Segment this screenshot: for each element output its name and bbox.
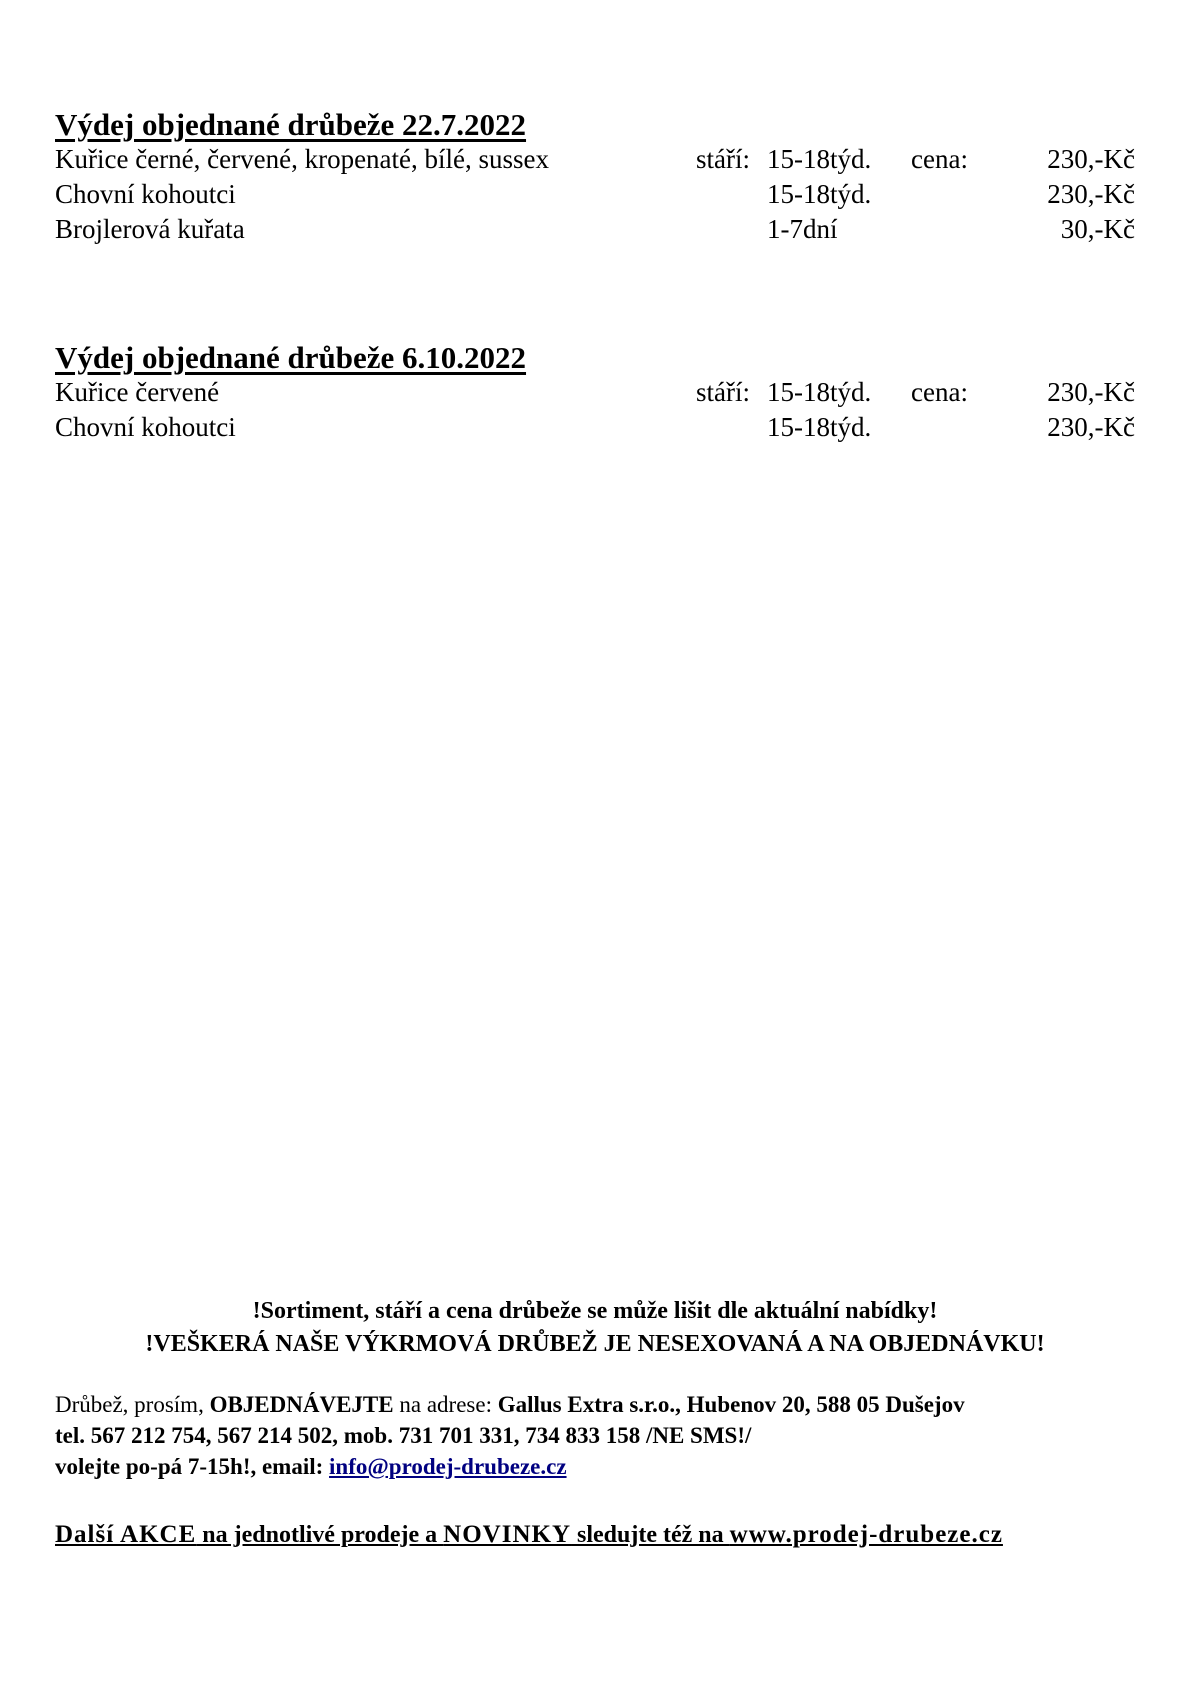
table-row [55, 144, 1135, 178]
contact-line-3 [55, 1454, 1155, 1480]
item-name: Brojlerová kuřata [55, 214, 245, 244]
akce-label: Další AKCE [55, 1521, 197, 1548]
item-name: Kuřice červené [55, 377, 220, 407]
table-row [55, 377, 1135, 411]
item-price: 30,-Kč [1060, 214, 1135, 244]
notice-line-2: !VEŠKERÁ NAŠE VÝKRMOVÁ DRŮBEŽ JE NESEXOVANÁ A NA OBJEDNÁVKU! [145, 1331, 1045, 1357]
company-address: Gallus Extra s.r.o., Hubenov 20, 588 05 Dušejov [497, 1392, 965, 1417]
price-label: cena: [911, 144, 968, 174]
item-age: 15-18týd. [767, 412, 872, 442]
hours-text: volejte po-pá 7-15h!, email: [55, 1454, 330, 1479]
item-name: Chovní kohoutci [55, 412, 236, 442]
item-price: 230,-Kč [1047, 377, 1135, 407]
item-name: Chovní kohoutci [55, 179, 236, 209]
item-age: 1-7dní [767, 214, 838, 244]
order-emphasis: OBJEDNÁVEJTE [209, 1392, 394, 1417]
item-name: Kuřice černé, červené, kropenaté, bílé, sussex [55, 144, 550, 174]
contact-line-1 [55, 1392, 1155, 1418]
contact-mid: na adrese: [393, 1392, 498, 1417]
footer-promo [55, 1521, 1003, 1549]
contact-line-2 [55, 1423, 1155, 1449]
contact-prefix: Drůbež, prosím, [55, 1392, 210, 1417]
age-label: stáří: [696, 377, 750, 407]
novinky-label: NOVINKY [443, 1521, 572, 1548]
price-label: cena: [911, 377, 968, 407]
table-row [55, 214, 1135, 248]
section-title: Výdej objednané drůbeže 22.7.2022 [55, 107, 527, 142]
item-age: 15-18týd. [767, 377, 872, 407]
footer-text: sledujte též na [571, 1522, 730, 1548]
age-label: stáří: [696, 144, 750, 174]
item-price: 230,-Kč [1047, 412, 1135, 442]
notice-line-1: !Sortiment, stáří a cena drůbeže se může lišit dle aktuální nabídky! [252, 1298, 938, 1324]
footer-text: na jednotlivé prodeje a [196, 1522, 444, 1548]
table-row [55, 412, 1135, 446]
item-age: 15-18týd. [767, 144, 872, 174]
item-price: 230,-Kč [1047, 144, 1135, 174]
email-link[interactable]: info@prodej-drubeze.cz [329, 1454, 567, 1479]
website-link[interactable]: www.prodej-drubeze.cz [729, 1521, 1003, 1548]
item-price: 230,-Kč [1047, 179, 1135, 209]
phone-numbers: tel. 567 212 754, 567 214 502, mob. 731 701 331, 734 833 158 /NE SMS!/ [55, 1423, 752, 1448]
table-row [55, 179, 1135, 213]
item-age: 15-18týd. [767, 179, 872, 209]
section-title: Výdej objednané drůbeže 6.10.2022 [55, 340, 527, 375]
